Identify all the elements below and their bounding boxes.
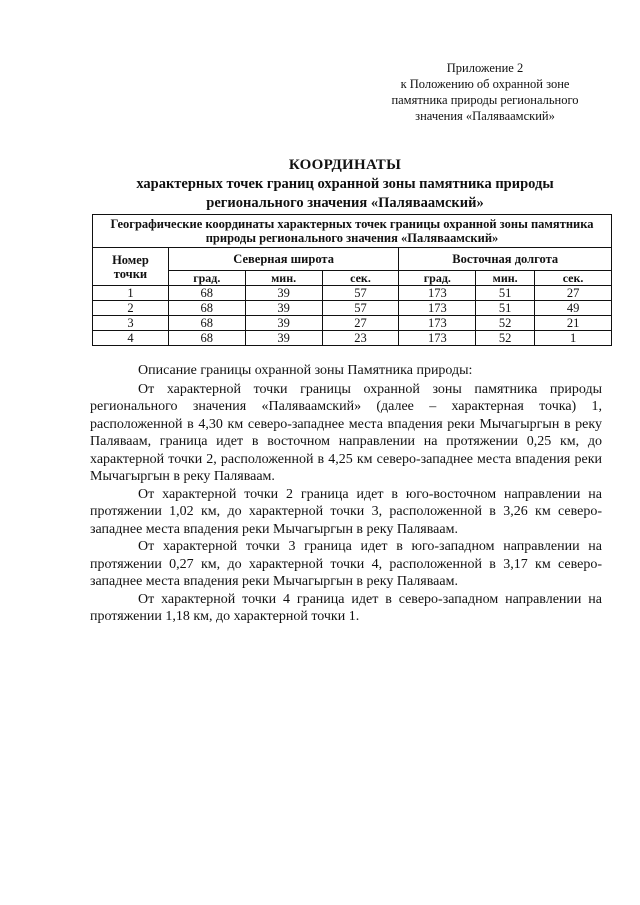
appendix-line: к Положению об охранной зоне: [400, 77, 570, 91]
description-paragraph: От характерной точки 4 граница идет в северо-западном направлении на протяжении 1,18 км, до характерной точки 1.: [90, 591, 602, 624]
cell-lon-sec: 21: [535, 316, 612, 331]
subheader-lon-sec: сек.: [535, 271, 612, 286]
subheader-lat-deg: град.: [168, 271, 245, 286]
cell-lon-min: 51: [476, 301, 535, 316]
subheader-lat-min: мин.: [245, 271, 322, 286]
column-header-point: [93, 248, 169, 286]
description-paragraph: От характерной точки границы охранной зоны памятника природы регионального значения «Паляваамский» (далее – характерная точка) 1, расположенной в 4,30 км северо-западнее места впадения реки Мычагыргын в реку Паляваам, граница идет в восточном направлении на протяжении 0,25 км, до характерной точки 2, расположенной в 4,25 км северо-западнее места впадения реки Мычагыргын в реку Паляваам.: [90, 381, 602, 484]
table-row: [93, 331, 612, 346]
cell-lon-deg: 173: [399, 331, 476, 346]
title-subtitle: регионального значения «Паляваамский»: [206, 195, 484, 211]
cell-lon-deg: 173: [399, 316, 476, 331]
cell-point: 3: [93, 316, 169, 331]
caption-line: природы регионального значения «Паляваамский»: [205, 231, 499, 245]
table-row: [93, 286, 612, 301]
table-row: [93, 301, 612, 316]
caption-line: Географические координаты характерных точек границы охранной зоны памятника: [110, 217, 594, 231]
cell-lat-deg: 68: [168, 286, 245, 301]
cell-lon-min: 52: [476, 331, 535, 346]
cell-point: 1: [93, 286, 169, 301]
cell-lat-deg: 68: [168, 316, 245, 331]
cell-lon-min: 51: [476, 286, 535, 301]
appendix-line: значения «Паляваамский»: [415, 109, 555, 123]
appendix-line: памятника природы регионального: [391, 93, 579, 107]
cell-lon-sec: 27: [535, 286, 612, 301]
description-paragraph: От характерной точки 2 граница идет в юго-восточном направлении на протяжении 1,02 км, до характерной точки 3, расположенной в 3,26 км северо-западнее места впадения реки Мычагыргын в реку Паляваам.: [90, 486, 602, 537]
document-title: [90, 155, 600, 213]
cell-lon-deg: 173: [399, 286, 476, 301]
boundary-description: [90, 362, 602, 626]
appendix-header: [360, 60, 610, 124]
cell-lat-sec: 23: [322, 331, 399, 346]
header-text: точки: [113, 266, 148, 281]
description-lead: Описание границы охранной зоны Памятника природы:: [138, 363, 473, 378]
cell-lat-min: 39: [245, 286, 322, 301]
header-text: Номер: [112, 252, 149, 267]
page-title: КООРДИНАТЫ: [288, 157, 402, 173]
cell-lon-sec: 1: [535, 331, 612, 346]
column-header-longitude: Восточная долгота: [399, 248, 612, 271]
cell-lon-min: 52: [476, 316, 535, 331]
cell-lat-deg: 68: [168, 331, 245, 346]
cell-lon-deg: 173: [399, 301, 476, 316]
subheader-lat-sec: сек.: [322, 271, 399, 286]
coordinates-table: [92, 214, 612, 346]
table-caption: [93, 215, 612, 248]
cell-lon-sec: 49: [535, 301, 612, 316]
cell-lat-deg: 68: [168, 301, 245, 316]
description-paragraph: От характерной точки 3 граница идет в юго-западном направлении на протяжении 0,27 км, до характерной точки 4, расположенной в 3,17 км северо-западнее места впадения реки Мычагыргын в реку Паляваам.: [90, 539, 602, 589]
column-header-latitude: Северная широта: [168, 248, 399, 271]
cell-lat-min: 39: [245, 301, 322, 316]
cell-lat-sec: 57: [322, 286, 399, 301]
cell-point: 2: [93, 301, 169, 316]
cell-lat-min: 39: [245, 331, 322, 346]
cell-lat-sec: 57: [322, 301, 399, 316]
subheader-lon-min: мин.: [476, 271, 535, 286]
cell-lat-sec: 27: [322, 316, 399, 331]
cell-lat-min: 39: [245, 316, 322, 331]
table-row: [93, 316, 612, 331]
appendix-line: Приложение 2: [446, 61, 524, 75]
title-subtitle: характерных точек границ охранной зоны памятника природы: [136, 176, 554, 192]
subheader-lon-deg: град.: [399, 271, 476, 286]
cell-point: 4: [93, 331, 169, 346]
